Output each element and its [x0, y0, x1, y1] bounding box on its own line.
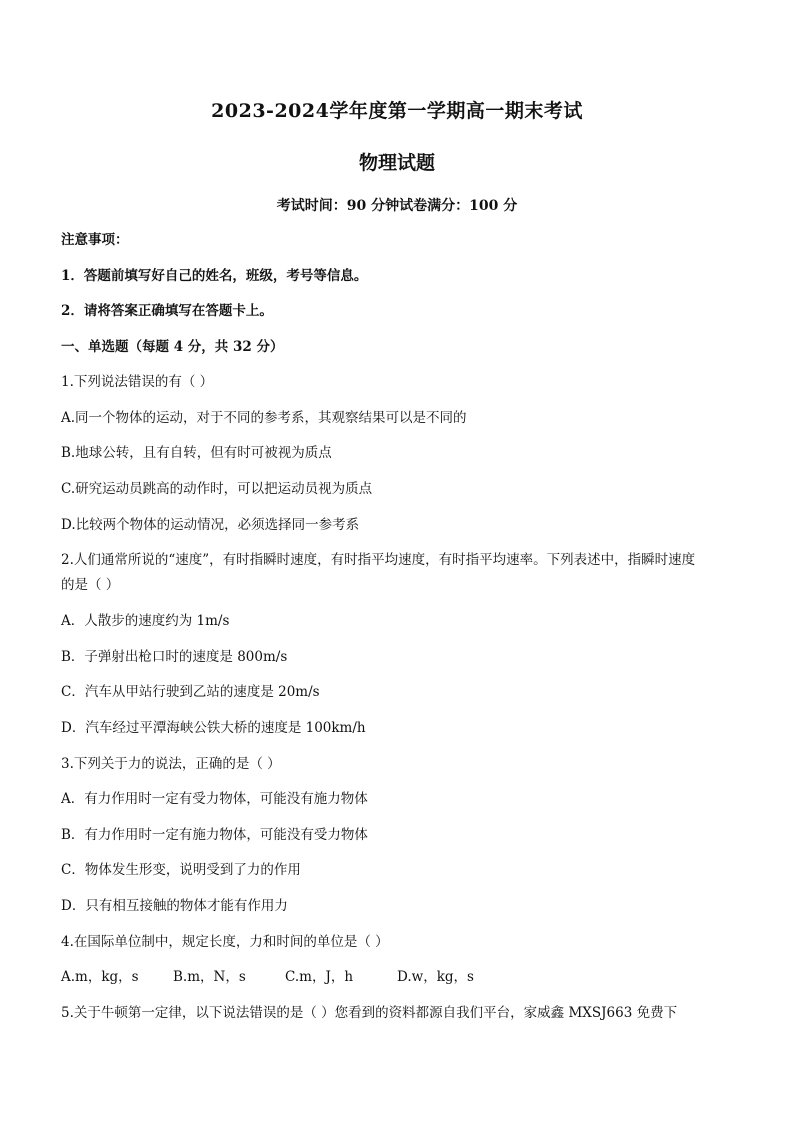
- question-option: A．人散步的速度约为 1m/s: [61, 613, 230, 629]
- question-option: C．汽车从甲站行驶到乙站的速度是 20m/s: [61, 684, 320, 700]
- question-option: B.地球公转，且有自转，但有时可被视为质点: [61, 445, 332, 461]
- notice-item: 2．请将答案正确填写在答题卡上。: [61, 303, 273, 319]
- question-stem: 5.关于牛顿第一定律，以下说法错误的是（ ）您看到的资料都源自我们平台，家威鑫 MXSJ663 免费下: [61, 1005, 678, 1021]
- question-option: A.m，kg，s: [61, 969, 139, 985]
- question-option: B．有力作用时一定有施力物体，可能没有受力物体: [61, 827, 368, 843]
- question-stem: 2.人们通常所说的“速度”，有时指瞬时速度，有时指平均速度，有时指平均速率。下列表述中，指瞬时速度: [61, 552, 696, 568]
- question-stem: 3.下列关于力的说法，正确的是（ ）: [61, 756, 281, 772]
- exam-subject: 物理试题: [358, 152, 435, 174]
- question-stem: 4.在国际单位制中，规定长度，力和时间的单位是（ ）: [61, 934, 389, 950]
- question-stem-continued: 的是（ ）: [61, 577, 120, 593]
- exam-title: 2023-2024学年度第一学期高一期末考试: [211, 100, 583, 122]
- question-stem: 1.下列说法错误的有（ ）: [61, 374, 214, 390]
- question-option: D.比较两个物体的运动情况，必须选择同一参考系: [61, 517, 360, 533]
- question-option: C.研究运动员跳高的动作时，可以把运动员视为质点: [61, 481, 373, 497]
- question-options-row: [61, 968, 474, 986]
- notice-item: 1．答题前填写好自己的姓名，班级，考号等信息。: [61, 268, 368, 284]
- question-option: B．子弹射出枪口时的速度是 800m/s: [61, 649, 288, 665]
- notice-heading: 注意事项：: [61, 232, 129, 248]
- section-heading: 一、单选题（每题 4 分，共 32 分）: [61, 339, 284, 355]
- question-option: B.m，N，s: [173, 969, 246, 985]
- question-option: C．物体发生形变，说明受到了力的作用: [61, 862, 301, 878]
- exam-info: 考试时间：90 分钟试卷满分：100 分: [276, 198, 518, 214]
- question-option: A.同一个物体的运动，对于不同的参考系，其观察结果可以是不同的: [61, 410, 467, 426]
- question-option: D.w，kg，s: [397, 969, 474, 985]
- question-option: C.m，J，h: [285, 969, 354, 985]
- question-option: D．汽车经过平潭海峡公铁大桥的速度是 100km/h: [61, 720, 366, 736]
- question-option: D．只有相互接触的物体才能有作用力: [61, 898, 288, 914]
- question-option: A．有力作用时一定有受力物体，可能没有施力物体: [61, 791, 368, 807]
